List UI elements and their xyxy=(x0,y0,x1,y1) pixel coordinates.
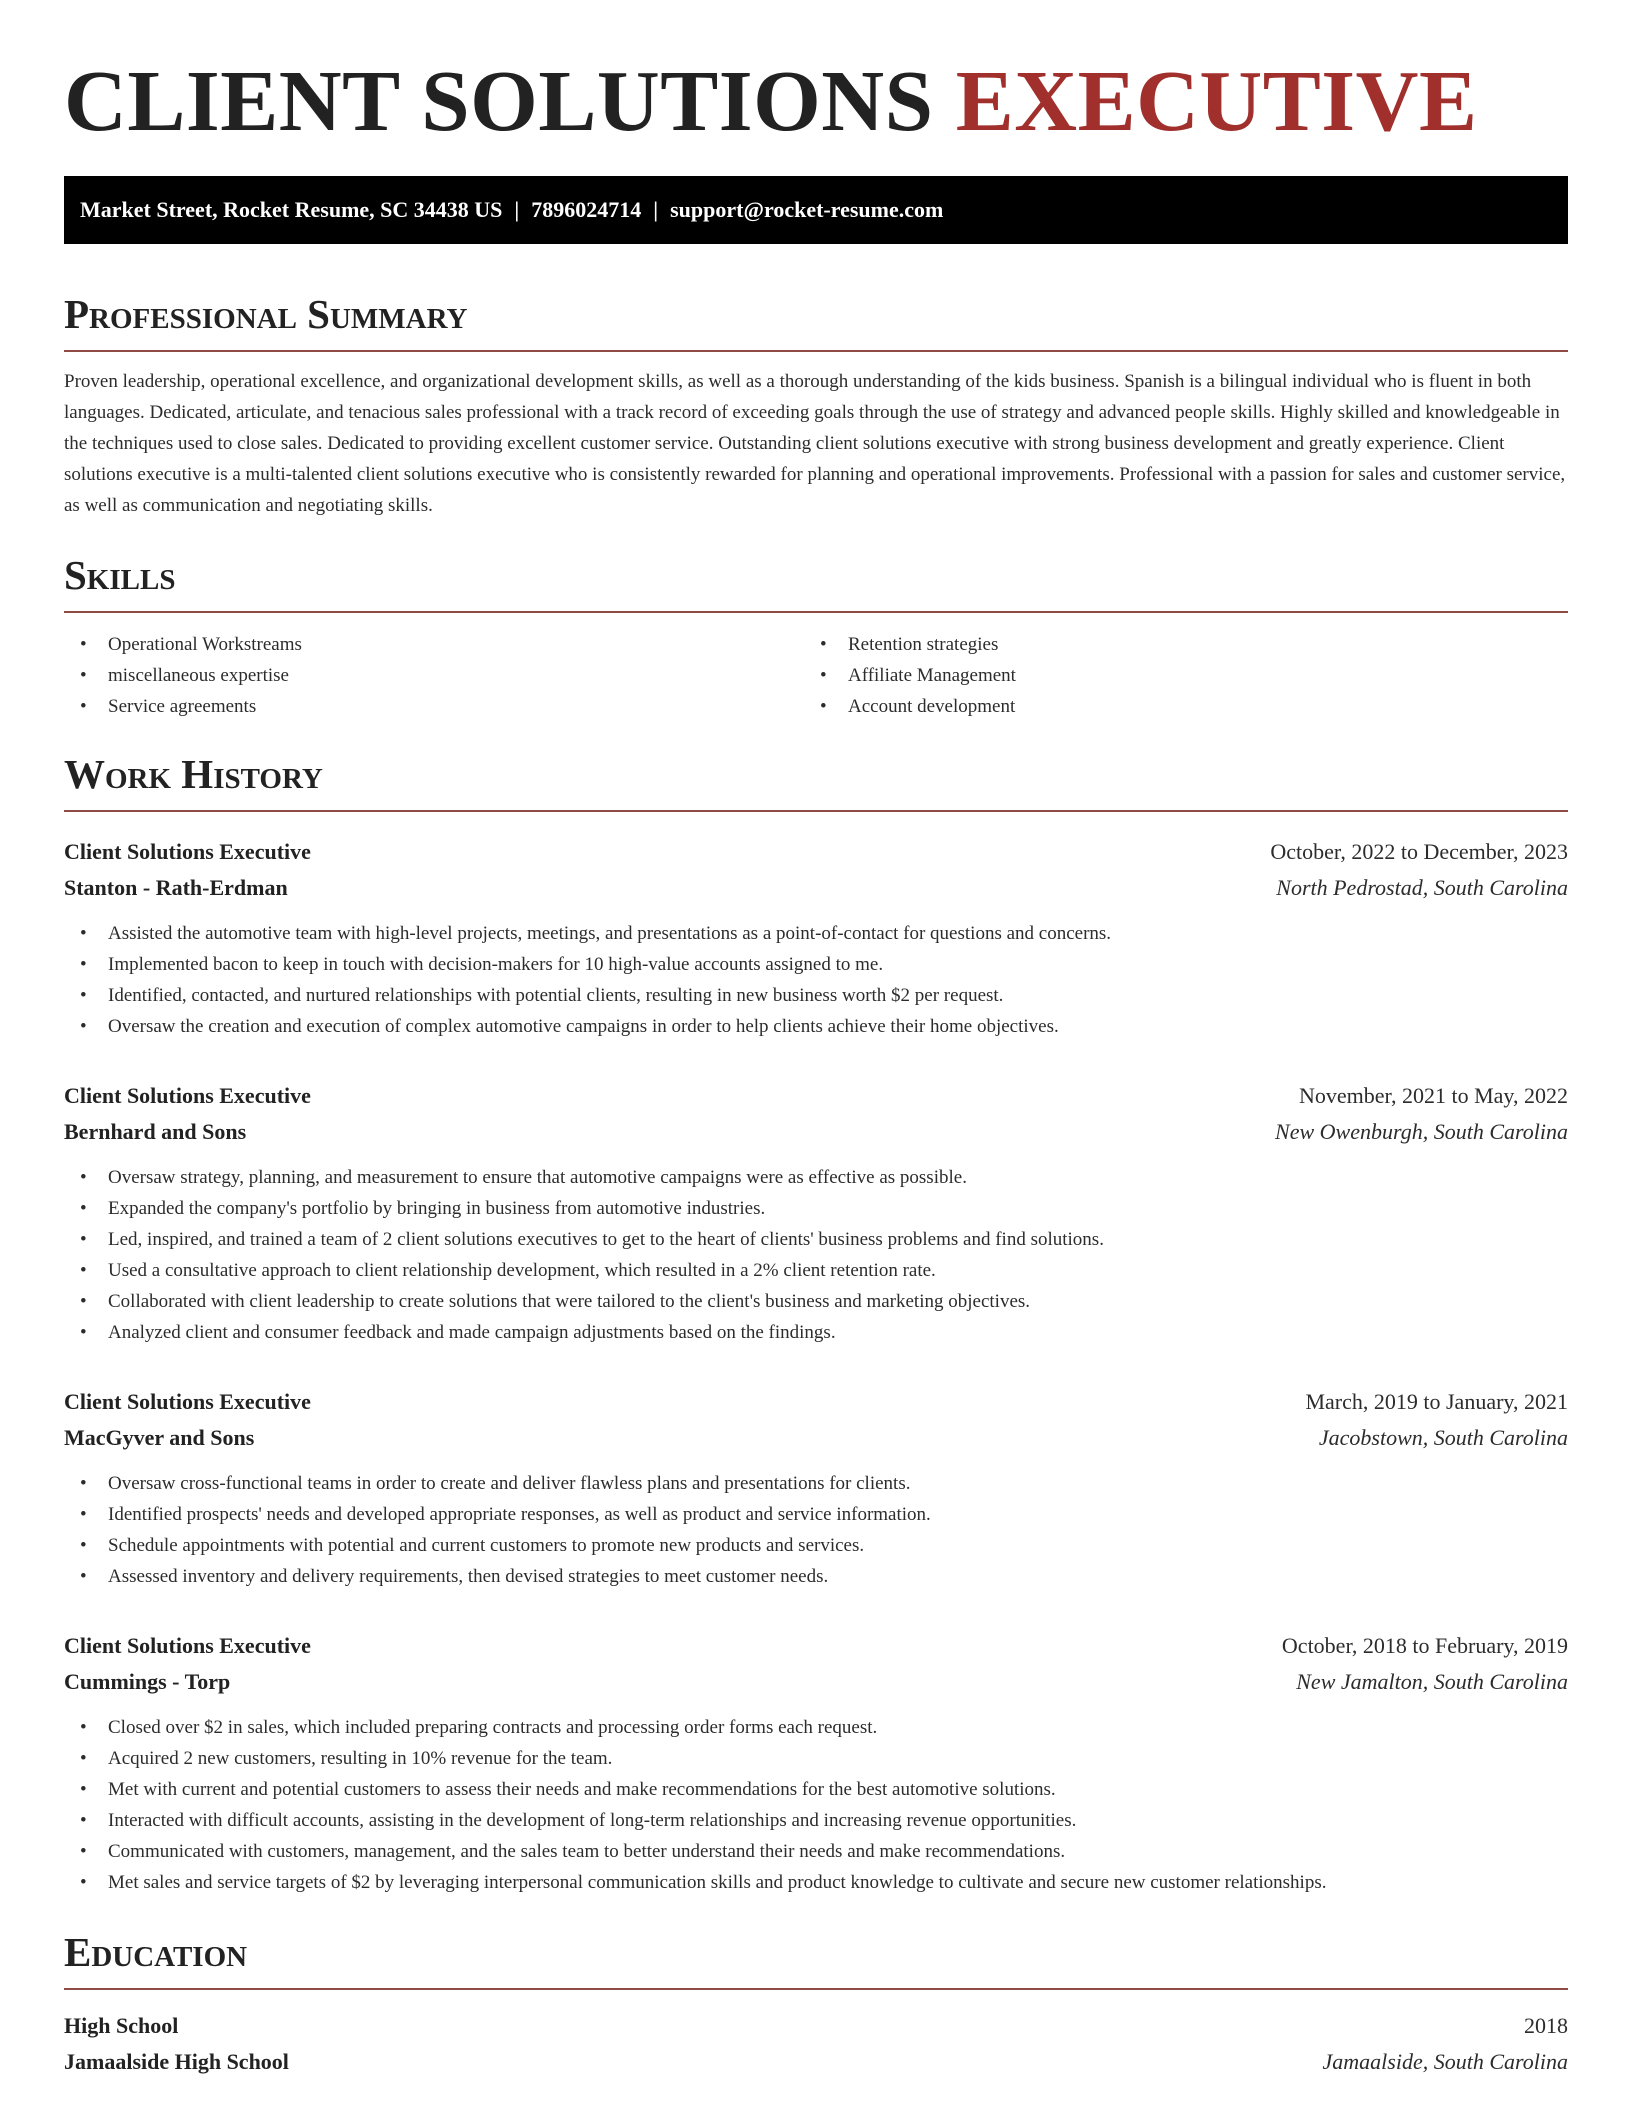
job-title: Client Solutions Executive xyxy=(64,839,311,864)
job-bullet: • Assisted the automotive team with high-level projects, meetings, and presentations as a point-of-contact for questions and concerns. xyxy=(64,918,1568,949)
education-school: Jamaalside High School xyxy=(64,2049,289,2074)
resume-name xyxy=(64,0,1568,149)
job-bullets xyxy=(64,1162,1568,1348)
skills-list xyxy=(64,629,1568,722)
section-title: Education xyxy=(64,1929,248,1975)
contact-address: Market Street, Rocket Resume, SC 34438 US xyxy=(80,197,503,222)
skills-column-right xyxy=(804,629,1544,722)
section-title: Work History xyxy=(64,751,323,797)
job-bullet: • Implemented bacon to keep in touch with decision-makers for 10 high-value accounts assigned to me. xyxy=(64,949,1568,980)
job-company: Bernhard and Sons xyxy=(64,1119,247,1144)
education-year: 2018 xyxy=(1524,2013,1568,2038)
section-divider xyxy=(64,611,1568,613)
contact-bar xyxy=(64,176,1568,244)
education-entry xyxy=(64,2008,1568,2080)
work-history-section xyxy=(64,750,1568,1898)
resume-page xyxy=(64,0,1568,2080)
education-degree: High School xyxy=(64,2013,179,2038)
job-entry xyxy=(64,834,1568,1042)
education-section xyxy=(64,1928,1568,2080)
job-bullets xyxy=(64,918,1568,1042)
skill-item: • Account development xyxy=(804,691,1544,722)
contact-email: support@rocket-resume.com xyxy=(670,197,944,222)
job-company: Cummings - Torp xyxy=(64,1669,231,1694)
job-title: Client Solutions Executive xyxy=(64,1633,311,1658)
job-location: New Owenburgh, South Carolina xyxy=(1275,1119,1568,1144)
skill-item: • Retention strategies xyxy=(804,629,1544,660)
job-bullet: • Interacted with difficult accounts, assisting in the development of long-term relationships and increasing revenue opportunities. xyxy=(64,1805,1568,1836)
job-company: MacGyver and Sons xyxy=(64,1425,255,1450)
contact-separator: | xyxy=(653,197,659,222)
job-location: New Jamalton, South Carolina xyxy=(1296,1669,1568,1694)
job-bullet: • Closed over $2 in sales, which included preparing contracts and processing order forms each request. xyxy=(64,1712,1568,1743)
job-bullet: • Identified prospects' needs and developed appropriate responses, as well as product and service information. xyxy=(64,1499,1568,1530)
skill-item: • miscellaneous expertise xyxy=(64,660,804,691)
job-location: North Pedrostad, South Carolina xyxy=(1276,875,1568,900)
job-bullets xyxy=(64,1712,1568,1898)
job-bullet: • Assessed inventory and delivery requirements, then devised strategies to meet customer needs. xyxy=(64,1561,1568,1592)
section-title: Professional Summary xyxy=(64,291,468,337)
job-bullet: • Oversaw cross-functional teams in order to create and deliver flawless plans and presentations for clients. xyxy=(64,1468,1568,1499)
job-bullet: • Oversaw strategy, planning, and measurement to ensure that automotive campaigns were as effective as possible. xyxy=(64,1162,1568,1193)
skill-item: • Service agreements xyxy=(64,691,804,722)
job-bullet: • Led, inspired, and trained a team of 2 client solutions executives to get to the heart of clients' business problems and find solutions. xyxy=(64,1224,1568,1255)
job-title: Client Solutions Executive xyxy=(64,1389,311,1414)
job-bullet: • Met sales and service targets of $2 by leveraging interpersonal communication skills and product knowledge to cultivate and secure new customer relationships. xyxy=(64,1867,1568,1898)
job-bullet: • Schedule appointments with potential and current customers to promote new products and services. xyxy=(64,1530,1568,1561)
job-dates: October, 2022 to December, 2023 xyxy=(1270,839,1568,864)
skills-section xyxy=(64,551,1568,722)
job-title: Client Solutions Executive xyxy=(64,1083,311,1108)
job-location: Jacobstown, South Carolina xyxy=(1318,1425,1568,1450)
job-bullet: • Communicated with customers, management, and the sales team to better understand their needs and make recommendations. xyxy=(64,1836,1568,1867)
section-title: Skills xyxy=(64,552,176,598)
contact-separator: | xyxy=(514,197,520,222)
job-dates: March, 2019 to January, 2021 xyxy=(1305,1389,1568,1414)
job-bullet: • Analyzed client and consumer feedback and made campaign adjustments based on the findings. xyxy=(64,1317,1568,1348)
job-entry xyxy=(64,1078,1568,1348)
job-bullet: • Acquired 2 new customers, resulting in 10% revenue for the team. xyxy=(64,1743,1568,1774)
section-divider xyxy=(64,1988,1568,1990)
professional-summary-section xyxy=(64,290,1568,521)
summary-text: Proven leadership, operational excellence, and organizational development skills, as well as a thorough understanding of the kids business. Spanish is a bilingual individual who is fluent in both languages. Dedicated, articulate, and tenacious sales professional with a track record of exceeding goals through the use of strategy and advanced people skills. Highly skilled and knowledgeable in the techniques used to close sales. Dedicated to providing excellent customer service. Outstanding client solutions executive with strong business development and greatly experience. Client solutions executive is a multi-talented client solutions executive who is consistently rewarded for planning and operational improvements. Professional with a passion for sales and customer service, as well as communication and negotiating skills. xyxy=(64,371,1566,516)
contact-phone: 7896024714 xyxy=(531,197,642,222)
education-location: Jamaalside, South Carolina xyxy=(1322,2049,1568,2074)
job-bullet: • Identified, contacted, and nurtured relationships with potential clients, resulting in new business worth $2 per request. xyxy=(64,980,1568,1011)
job-entry xyxy=(64,1628,1568,1898)
name-main: CLIENT SOLUTIONS xyxy=(64,52,934,149)
skill-item: • Operational Workstreams xyxy=(64,629,804,660)
skill-item: • Affiliate Management xyxy=(804,660,1544,691)
job-bullet: • Collaborated with client leadership to create solutions that were tailored to the client's business and marketing objectives. xyxy=(64,1286,1568,1317)
job-bullet: • Met with current and potential customers to assess their needs and make recommendations for the best automotive solutions. xyxy=(64,1774,1568,1805)
job-company: Stanton - Rath-Erdman xyxy=(64,875,288,900)
section-divider xyxy=(64,810,1568,812)
job-bullet: • Used a consultative approach to client relationship development, which resulted in a 2% client retention rate. xyxy=(64,1255,1568,1286)
job-bullets xyxy=(64,1468,1568,1592)
section-divider xyxy=(64,350,1568,352)
job-bullet: • Expanded the company's portfolio by bringing in business from automotive industries. xyxy=(64,1193,1568,1224)
skills-column-left xyxy=(64,629,804,722)
name-accent: EXECUTIVE xyxy=(955,52,1478,149)
job-dates: October, 2018 to February, 2019 xyxy=(1281,1633,1568,1658)
job-bullet: • Oversaw the creation and execution of complex automotive campaigns in order to help clients achieve their home objectives. xyxy=(64,1011,1568,1042)
job-dates: November, 2021 to May, 2022 xyxy=(1299,1083,1568,1108)
job-entry xyxy=(64,1384,1568,1592)
